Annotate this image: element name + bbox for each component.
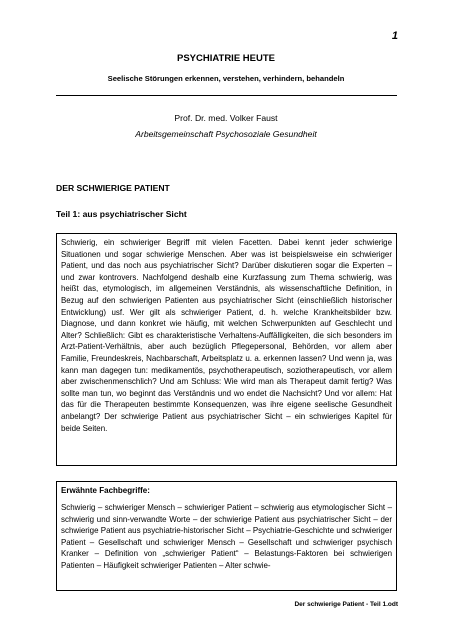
abstract-box	[56, 233, 397, 466]
terms-heading: Erwähnte Fachbegriffe:	[61, 486, 150, 495]
part-heading: Teil 1: aus psychiatrischer Sicht	[56, 209, 187, 219]
header-divider	[56, 95, 397, 96]
terms-box	[56, 481, 397, 591]
page-footer: Der schwierige Patient - Teil 1.odt	[294, 601, 398, 608]
section-heading: DER SCHWIERIGE PATIENT	[56, 183, 170, 193]
author-name: Prof. Dr. med. Volker Faust	[174, 113, 278, 123]
document-subtitle: Seelische Störungen erkennen, verstehen, verhindern, behandeln	[107, 74, 345, 83]
author-affiliation: Arbeitsgemeinschaft Psychosoziale Gesundheit	[135, 129, 317, 139]
abstract-text: Schwierig, ein schwieriger Begriff mit vielen Facetten. Dabei kennt jeder schwierige Situationen und sogar schwierige Menschen. Aber was ist beispielsweise ein schwieriger Patient, und das noch aus psychiatrischer Sicht? Darüber diskutieren sogar die Experten – und zwar kontrovers. Nachfolgend deshalb eine Kurzfassung zum Thema schwierig, was heißt das, etymologisch, im allgemeinen Verständnis, als wissenschaftliche Definition, in Bezug auf den schwierigen Patienten aus psychiatrischer Sicht (einschließlich historischer Entwicklung) usf. Wer gilt als schwieriger Patient, d. h. welche Krankheitsbilder bzw. Diagnose, und dann konkret wie häufig, mit welchen Schwerpunkten auf Geschlecht und Alter? Schließlich: Gibt es charakteristische Verhaltens-Auffälligkeiten, die sich besonders im Arzt-Patient-Verhältnis, aber auch bezüglich Pflegepersonal, Behörden, vor allem aber Familie, Freundeskreis, Nachbarschaft, Arbeitsplatz u. a. erkennen lassen? Und wenn ja, was kann man dagegen tun: medikamentös, psychotherapeutisch, soziotherapeutisch, vor allem aber zwischenmenschlich? Und am Schluss: Wie wird man als Therapeut damit fertig? Was sollte man tun, wo beginnt das Verständnis und wo endet die Nachsicht? Und vor allem: Hat das für die Therapeuten bestimmte Konsequenzen, was ihre eigene seelische Gesundheit anbelangt? Der schwierige Patient aus psychiatrischer Sicht – ein schwieriges Kapitel für beide Seiten.	[61, 238, 392, 433]
document-title: PSYCHIATRIE HEUTE	[176, 53, 275, 64]
page-number: 1	[391, 30, 398, 42]
terms-text: Schwierig – schwieriger Mensch – schwieriger Patient – schwierig aus etymologischer Sicht – schwierig und sinn-verwandte Worte – der schwierige Patient aus psychiatrischer Sicht – der schwierige Patient aus psychiatrie-historischer Sicht – Psychiatrie-Geschichte und schwieriger Patient – Gesellschaft und schwieriger Mensch – Gesellschaft und schwieriger psychisch Kranker – Definition von „schwieriger Patient“ – Belastungs-Faktoren bei schwierigen Patienten – Häufigkeit schwieriger Patienten – Alter schwie-	[61, 503, 392, 570]
